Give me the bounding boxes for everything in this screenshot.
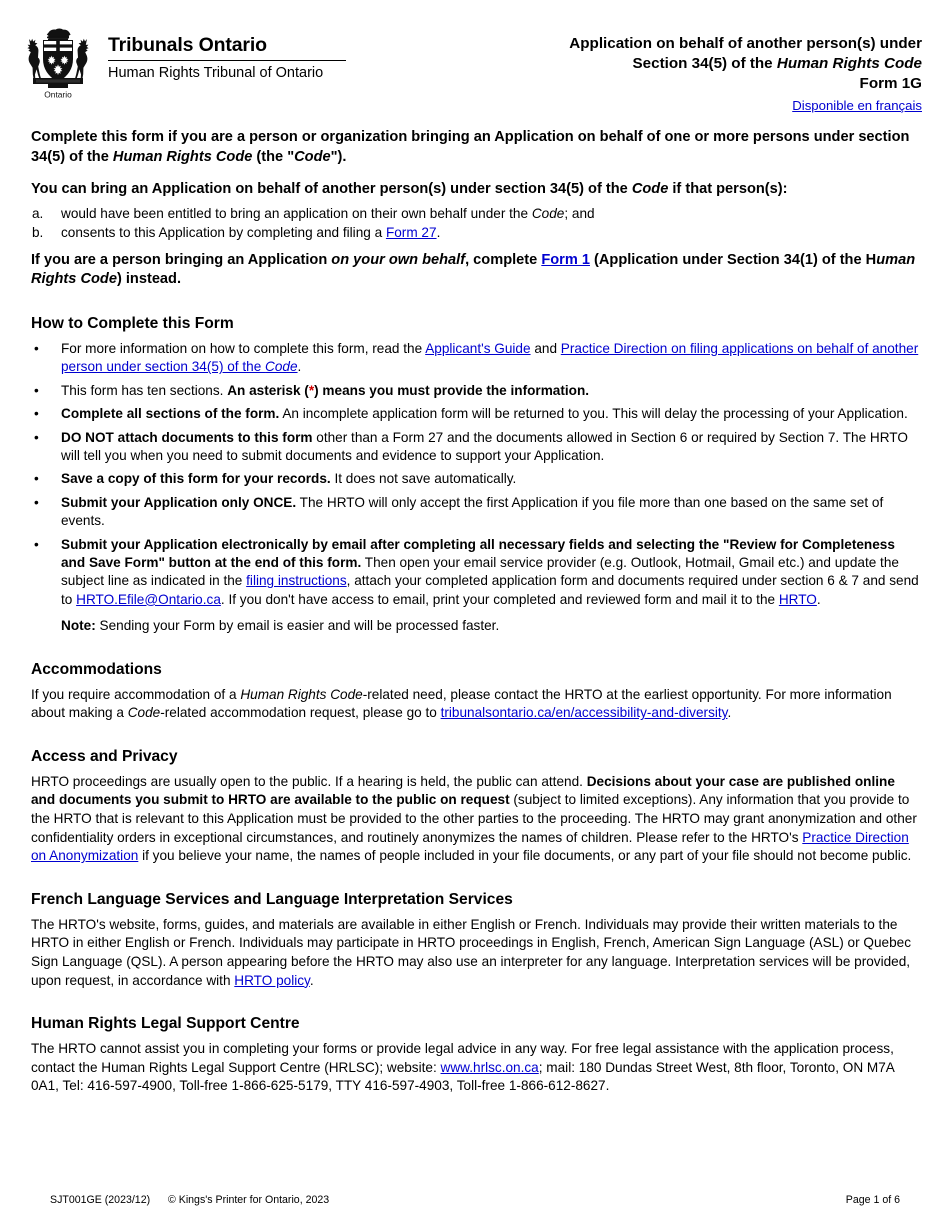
b1-text-a: For more information on how to complete this form, read the xyxy=(61,340,426,356)
bullet-complete-all-sections xyxy=(31,405,919,423)
bullet-more-information xyxy=(31,340,919,377)
bullet-ten-sections xyxy=(31,382,919,400)
fls-text-a: The HRTO's website, forms, guides, and materials are available in either English or French. Individuals may provide their written materials to the HRTO in either English or French. Individuals may participate in HRTO proceedings in English, French, American Sign Language (ASL) or Quebec Sign Language (QSL). A person appearing before the HRTO may also use an interpreter for any language. Interpretation services will be provided, upon request, in accordance with xyxy=(31,916,912,988)
legal-support-paragraph xyxy=(31,1040,919,1096)
eligibility-list xyxy=(31,204,919,242)
how-to-bullet-list xyxy=(31,340,919,636)
section-heading-access-and-privacy: Access and Privacy xyxy=(31,747,178,765)
section-heading-accommodations: Accommodations xyxy=(31,660,162,678)
list-marker-b: b. xyxy=(32,224,44,240)
intro-p3-text-d: ) instead. xyxy=(116,271,182,288)
intro-p2-text-a: You can bring an Application on behalf of another person(s) under section 34(5) of the xyxy=(31,181,632,198)
note-label: Note: xyxy=(61,618,96,634)
intro-p1-text-b: (the " xyxy=(252,148,295,165)
bullet-3-text xyxy=(61,405,919,423)
b4-text: other than a Form 27 and the documents allowed in Section 6 or required by Section 7. The HRTO will tell you when you need to submit documents and evidence to support your Application. xyxy=(61,429,908,463)
b7-bold: Submit your Application electronically by email after completing all necessary fields and selecting the "Review for Completeness and Save Form" button at the end of this form. xyxy=(61,536,895,571)
list-a-code-italic: Code xyxy=(531,205,565,221)
acc-text-d: . xyxy=(727,705,732,721)
b7-text-1: Then open your email service provider (e.g. Outlook, Hotmail, Gmail etc.) and update the subject line as indicated in the xyxy=(61,555,899,589)
list-a-text-a: would have been entitled to bring an application on their own behalf under the xyxy=(61,205,532,221)
b1-text-c: . xyxy=(297,359,302,375)
note-text: Sending your Form by email is easier and will be processed faster. xyxy=(95,618,500,634)
b7-text-2: , attach your completed application form and documents required under section 6 & 7 and send to xyxy=(61,573,919,607)
bullet-6-text xyxy=(61,494,919,531)
filing-instructions-link[interactable]: filing instructions xyxy=(246,573,347,589)
lsc-text-b: ; mail: 180 Dundas Street West, 8th floor, Toronto, ON M7A 0A1, Tel: 416-597-4900, Toll-free 1-866-625-5179, TTY 416-597-4903, Toll-free 1-866-612-8627. xyxy=(31,1059,895,1094)
b6-bold: Submit your Application only ONCE. xyxy=(61,494,297,510)
required-asterisk: * xyxy=(308,382,315,398)
intro-p2-text-b: if that person(s): xyxy=(668,181,788,198)
access-privacy-paragraph xyxy=(31,773,919,866)
b2-bold-b: ) means you must provide the information. xyxy=(314,382,590,398)
document-title-block xyxy=(569,34,922,116)
list-item xyxy=(31,223,919,242)
bullet-7-text xyxy=(61,536,919,610)
form-number: Form 1G xyxy=(859,75,922,92)
list-b-text-a: consents to this Application by completing and filing a xyxy=(61,224,386,240)
lsc-text-a: The HRTO cannot assist you in completing your forms or provide legal advice in any way. For free legal assistance with the application process, contact the Human Rights Legal Support Centre (HRLSC); website: xyxy=(31,1041,894,1075)
form-code: SJT001GE (2023/12) xyxy=(50,1194,151,1206)
brand-block xyxy=(22,26,346,100)
bullet-icon: • xyxy=(34,340,39,356)
intro-p1-text-a: Complete this form if you are a person or organization bringing an Application on behalf of one or more persons under section 34(5) of the xyxy=(31,129,910,165)
b3-bold: Complete all sections of the form. xyxy=(61,406,280,422)
practice-direction-anonymization-link[interactable]: Practice Direction on Anonymization xyxy=(31,829,909,864)
copyright-notice: © Kings's Printer for Ontario, 2023 xyxy=(168,1194,330,1206)
ap-bold: Decisions about your case are published online and documents you submit to HRTO are available to the public on request xyxy=(31,773,895,808)
bullet-submit-once xyxy=(31,494,919,531)
applicants-guide-link[interactable]: Applicant's Guide xyxy=(425,340,531,356)
b1-text-b: and xyxy=(530,340,561,356)
acc-text-a: If you require accommodation of a xyxy=(31,686,241,702)
page-number: Page 1 of 6 xyxy=(845,1194,900,1206)
bullet-icon: • xyxy=(34,406,39,422)
disponible-en-francais-link[interactable]: Disponible en français xyxy=(792,98,922,113)
brand-text xyxy=(108,26,346,82)
practice-direction-link-text: Practice Direction on filing applications on behalf of another person under section 34(5) of the xyxy=(61,340,919,375)
bullet-4-text xyxy=(61,429,919,466)
ap-text-c: if you believe your name, the names of people included in your file documents, or any part of your file should not become public. xyxy=(138,848,912,864)
bullet-2-text xyxy=(61,382,919,400)
intro-p3-code-italic: uman Rights Code xyxy=(31,251,916,288)
b4-bold: DO NOT attach documents to this form xyxy=(61,429,313,445)
bullet-icon: • xyxy=(34,429,39,445)
ap-text-b: (subject to limited exceptions). Any information that you provide to the HRTO that is relevant to this Application must be provided to the other parties to the proceeding. The HRTO may grant anonymization and other confidentiality orders in exceptional circumstances, and routinely anonymizes the names of children. Please refer to the HRTO's xyxy=(31,792,917,845)
accommodations-paragraph xyxy=(31,686,919,723)
footer-left xyxy=(50,1194,329,1206)
acc-text-b: -related need, please contact the HRTO at the earliest opportunity. For more information about making a xyxy=(31,686,892,721)
practice-direction-code-italic: Code xyxy=(265,359,298,375)
section-heading-french-language-services: French Language Services and Language Interpretation Services xyxy=(31,890,513,908)
french-services-paragraph xyxy=(31,916,919,990)
bullet-icon: • xyxy=(34,471,39,487)
form-instructions xyxy=(31,128,919,1096)
form-1-link[interactable]: Form 1 xyxy=(541,251,590,268)
b6-text: The HRTO will only accept the first Application if you file more than one based on the same set of events. xyxy=(61,494,884,529)
form-27-link[interactable]: Form 27 xyxy=(385,224,437,240)
organization-subtitle: Human Rights Tribunal of Ontario xyxy=(108,65,324,81)
intro-p1-code-italic-2: Code xyxy=(294,148,331,165)
bullet-1-text xyxy=(61,340,919,377)
section-heading-how-to-complete: How to Complete this Form xyxy=(31,314,234,332)
fls-text-b: . xyxy=(309,972,314,988)
b5-text: It does not save automatically. xyxy=(330,471,517,487)
brand-divider xyxy=(108,60,346,61)
intro-paragraph-2 xyxy=(31,180,919,200)
bullet-5-text xyxy=(61,470,919,488)
document-title-code-italic: Human Rights Code xyxy=(776,55,922,72)
b7-text-3: . If you don't have access to email, print your completed and reviewed form and mail it to the xyxy=(220,591,779,607)
bullet-do-not-attach xyxy=(31,429,919,466)
hrto-efile-email-link[interactable]: HRTO.Efile@Ontario.ca xyxy=(76,591,221,607)
intro-p2-code-italic: Code xyxy=(631,181,669,198)
intro-p1-code-italic: Human Rights Code xyxy=(112,148,253,165)
crest-caption: Ontario xyxy=(44,89,72,100)
organization-title: Tribunals Ontario xyxy=(108,34,267,56)
intro-p1-text-c: "). xyxy=(330,148,347,165)
page-header xyxy=(0,26,950,122)
email-note xyxy=(61,617,919,635)
intro-p3-italic: on your own behalf xyxy=(331,251,466,268)
hrlsc-website-link[interactable]: www.hrlsc.on.ca xyxy=(440,1059,539,1075)
bullet-icon: • xyxy=(34,536,39,552)
document-title-line-1: Application on behalf of another person(s) under xyxy=(569,35,922,52)
list-item xyxy=(31,204,919,223)
hrto-policy-link[interactable]: HRTO policy xyxy=(234,972,310,988)
ap-text-a: HRTO proceedings are usually open to the public. If a hearing is held, the public can attend. xyxy=(31,773,587,789)
intro-p3-text-a: If you are a person bringing an Application xyxy=(31,251,332,268)
list-item-a-text xyxy=(61,204,919,223)
ontario-coat-of-arms-icon xyxy=(22,26,94,100)
intro-paragraph-3 xyxy=(31,251,919,290)
bullet-icon: • xyxy=(34,494,39,510)
acc-code-italic-1: Human Rights Code xyxy=(240,686,363,702)
accessibility-diversity-link[interactable]: tribunalsontario.ca/en/accessibility-and-diversity xyxy=(440,705,728,721)
acc-code-italic-2: Code xyxy=(127,705,161,721)
bullet-submit-electronically xyxy=(31,536,919,610)
hrto-link[interactable]: HRTO xyxy=(778,591,817,607)
page-footer xyxy=(0,1194,950,1214)
b2-bold-a: An asterisk ( xyxy=(227,382,309,398)
bullet-save-copy xyxy=(31,470,919,488)
intro-p3-text-c: (Application under Section 34(1) of the H xyxy=(589,251,877,268)
section-heading-legal-support-centre: Human Rights Legal Support Centre xyxy=(31,1015,300,1033)
bullet-icon: • xyxy=(34,382,39,398)
list-item-b-text xyxy=(61,223,919,242)
b2-text-a: This form has ten sections. xyxy=(61,382,228,398)
intro-paragraph-1 xyxy=(31,128,919,167)
acc-text-c: -related accommodation request, please go to xyxy=(160,705,441,721)
list-b-text-b: . xyxy=(436,224,441,240)
document-title-line-2-prefix: Section 34(5) of the xyxy=(632,55,777,72)
b5-bold: Save a copy of this form for your records. xyxy=(61,471,331,487)
list-marker-a: a. xyxy=(32,205,44,221)
list-a-text-b: ; and xyxy=(564,205,595,221)
intro-p3-text-b: , complete xyxy=(465,251,542,268)
b7-text-4: . xyxy=(816,591,821,607)
b3-text: An incomplete application form will be returned to you. This will delay the processing of your Application. xyxy=(279,406,908,422)
